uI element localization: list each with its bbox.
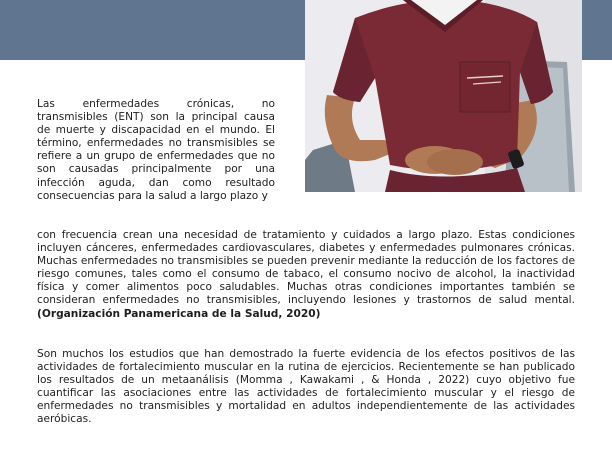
paragraph-2: Son muchos los estudios que han demostrado la fuerte evidencia de los efectos positivos de las actividades de fortalecimiento muscular en la rutina de ejercicios. Recientemente se han publicado los resultados de un metaanálisis (Momma , Kawakami , & Honda , 2022) cuyo objetivo fue cuantificar las asociaciones entre las actividades de fortalecimiento muscular y el riesgo de enfermedades no transmisibles y mortalidad en adultos independientemente de las actividades aeróbicas. xyxy=(37,348,575,426)
citation-ops: (Organización Panamericana de la Salud, 2020) xyxy=(37,307,321,320)
person-photo xyxy=(305,0,582,192)
paragraph-1-wrapped: Las enfermedades crónicas, no transmisibles (ENT) son la principal causa de muerte y discapacidad en el mundo. El término, enfermedades no transmisibles se refiere a un grupo de enfermedades que no son causadas principalmente por una infección aguda, dan como resultado consecuencias para la salud a largo plazo y xyxy=(37,98,275,202)
paragraph-1-continued-text: con frecuencia crean una necesidad de tratamiento y cuidados a largo plazo. Estas condiciones incluyen cánceres, enfermedades cardiovasculares, diabetes y enfermedades pulmonares crónicas. Muchas enfermedades no transmisibles se pueden prevenir mediante la reducción de los factores de riesgo comunes, tales como el consumo de tabaco, el consumo nocivo de alcohol, la inactividad física y comer alimentos poco saludables. Muchas otras condiciones importantes también se consideran enfermedades no transmisibles, incluyendo lesiones y trastornos de salud mental. xyxy=(37,229,575,307)
paragraph-1-continued xyxy=(37,229,575,321)
header-band-right xyxy=(582,0,612,60)
